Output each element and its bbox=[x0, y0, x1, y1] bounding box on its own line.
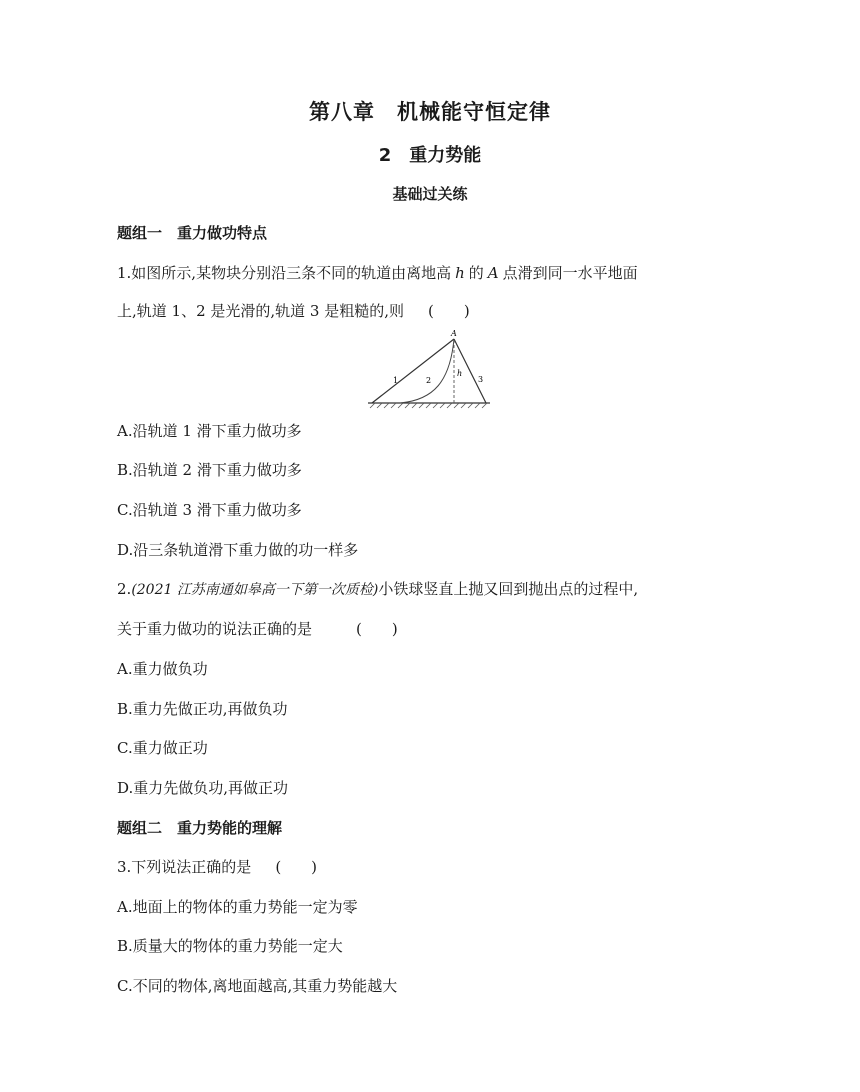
q1-answer-paren: ( ) bbox=[428, 302, 470, 320]
label-track-3: 3 bbox=[478, 375, 484, 384]
q1-text-b: 的 bbox=[468, 264, 484, 282]
q1-option-d: D.沿三条轨道滑下重力做的功一样多 bbox=[117, 541, 359, 559]
section-title: 2 重力势能 bbox=[378, 145, 482, 166]
q2-option-b: B.重力先做正功,再做负功 bbox=[117, 700, 288, 718]
q2-option-d: D.重力先做负功,再做正功 bbox=[117, 779, 289, 797]
q1-stem-line1 bbox=[117, 262, 638, 283]
q2-stem-line1 bbox=[117, 578, 638, 599]
q1-option-c: C.沿轨道 3 滑下重力做功多 bbox=[117, 501, 302, 519]
q1-stem-line2 bbox=[117, 300, 470, 321]
ground-hatching bbox=[370, 403, 487, 408]
q1-text-c: 点滑到同一水平地面 bbox=[502, 264, 638, 282]
q3-answer-paren: ( ) bbox=[275, 858, 318, 876]
q3-text: 3.下列说法正确的是 bbox=[117, 858, 252, 876]
subsection-title: 基础过关练 bbox=[392, 185, 468, 203]
label-track-2: 2 bbox=[426, 376, 432, 385]
q2-text-line2: 关于重力做功的说法正确的是 bbox=[117, 620, 313, 638]
track-1 bbox=[372, 339, 454, 403]
q1-text-line2: 上,轨道 1、2 是光滑的,轨道 3 是粗糙的,则 bbox=[117, 302, 405, 320]
q2-stem-line2 bbox=[117, 618, 398, 639]
label-track-1: 1 bbox=[393, 376, 399, 385]
track-2 bbox=[400, 339, 454, 403]
q1-symbol-h: h bbox=[455, 264, 465, 282]
q2-text-rest: 小铁球竖直上抛又回到抛出点的过程中, bbox=[378, 580, 639, 598]
group1-title: 题组一 重力做功特点 bbox=[117, 224, 268, 242]
q1-option-b: B.沿轨道 2 滑下重力做功多 bbox=[117, 461, 302, 479]
q2-option-a: A.重力做负功 bbox=[117, 660, 208, 678]
q2-number: 2. bbox=[117, 580, 132, 598]
group2-title: 题组二 重力势能的理解 bbox=[117, 819, 283, 837]
q3-stem bbox=[117, 856, 317, 877]
q2-answer-paren: ( ) bbox=[356, 620, 398, 638]
q2-option-c: C.重力做正功 bbox=[117, 739, 208, 757]
label-h: h bbox=[457, 369, 463, 378]
q3-option-c: C.不同的物体,离地面越高,其重力势能越大 bbox=[117, 977, 398, 995]
track-diagram bbox=[368, 326, 492, 410]
q1-text-a: 1.如图所示,某物块分别沿三条不同的轨道由离地高 bbox=[117, 264, 452, 282]
q2-source: (2021 江苏南通如皋高一下第一次质检) bbox=[131, 582, 379, 598]
q1-option-a: A.沿轨道 1 滑下重力做功多 bbox=[117, 422, 302, 440]
q3-option-a: A.地面上的物体的重力势能一定为零 bbox=[117, 898, 358, 916]
chapter-title: 第八章 机械能守恒定律 bbox=[309, 100, 551, 124]
q3-option-b: B.质量大的物体的重力势能一定大 bbox=[117, 937, 343, 955]
label-A: A bbox=[451, 329, 457, 338]
q1-symbol-A: A bbox=[487, 264, 499, 282]
